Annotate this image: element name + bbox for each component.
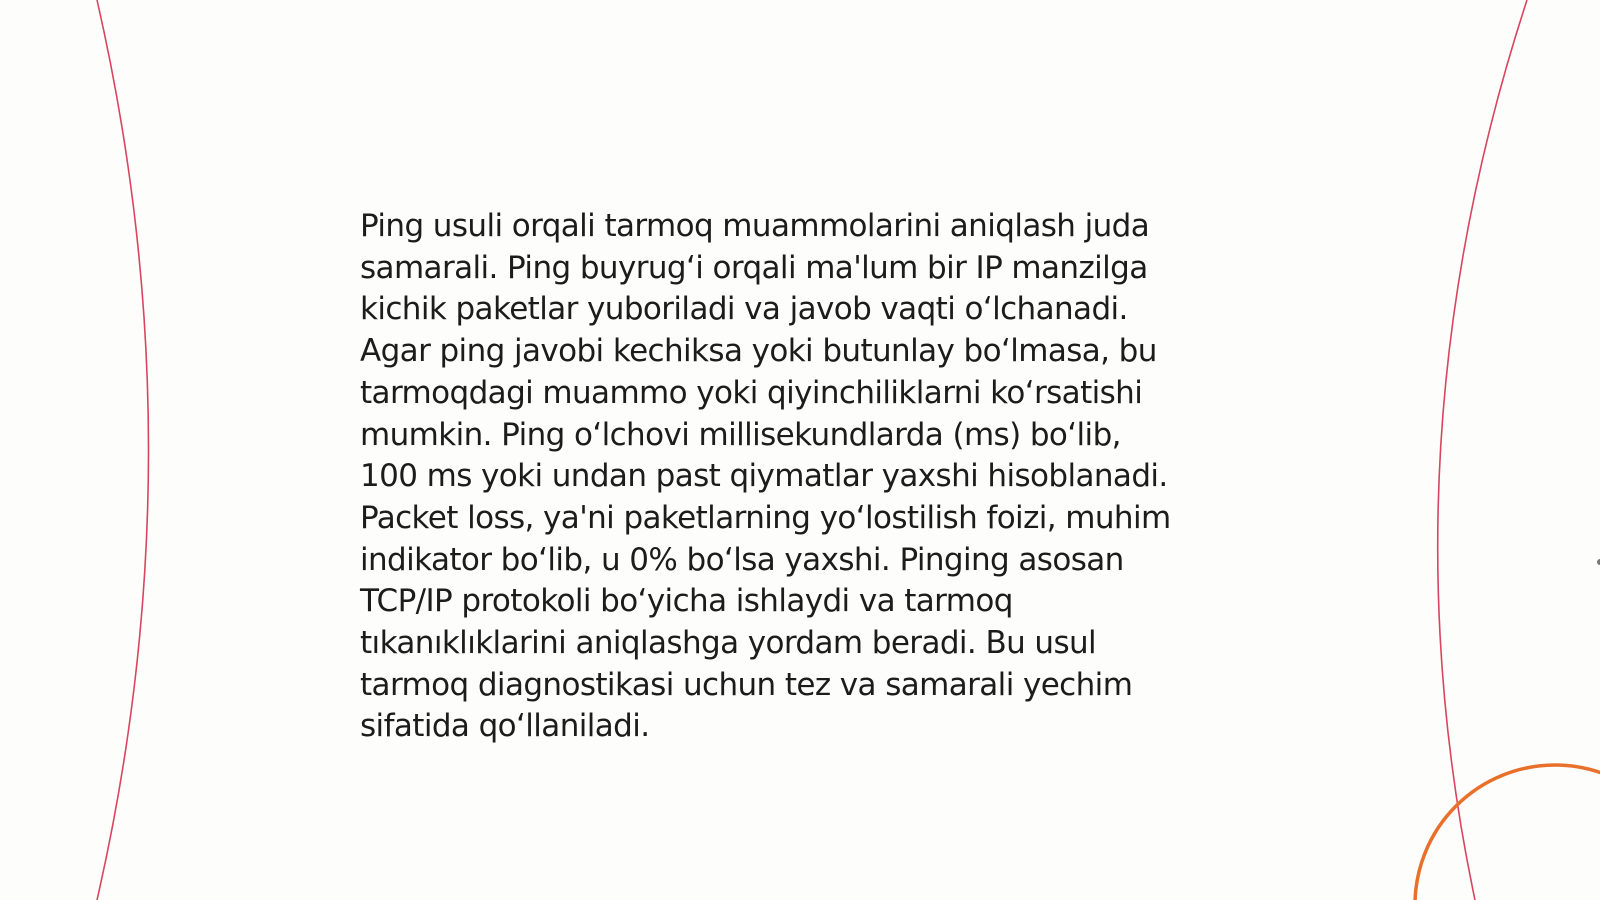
right-curve-line — [1438, 0, 1527, 900]
paragraph-line: tarmoq diagnostikasi uchun tez va samarali yechim — [360, 666, 1133, 703]
body-paragraph — [360, 206, 1260, 748]
paragraph-line: kichik paketlar yuboriladi va javob vaqti o‘lchanadi. — [360, 291, 1128, 328]
paragraph-line: sifatida qo‘llaniladi. — [360, 708, 650, 745]
paragraph-line: tarmoqdagi muammo yoki qiyinchiliklarni ko‘rsatishi — [360, 374, 1143, 411]
paragraph-line: mumkin. Ping o‘lchovi millisekundlarda (ms) bo‘lib, — [360, 416, 1121, 453]
paragraph-line: TCP/IP protokoli bo‘yicha ishlaydi va tarmoq — [360, 583, 1013, 620]
corner-accent-circle — [1415, 765, 1600, 900]
paragraph-line: 100 ms yoki undan past qiymatlar yaxshi hisoblanadi. — [360, 458, 1168, 495]
paragraph-line: samarali. Ping buyrug‘i orqali ma'lum bir IP manzilga — [360, 249, 1148, 286]
left-curve-line — [97, 0, 149, 900]
paragraph-line: Agar ping javobi kechiksa yoki butunlay bo‘lmasa, bu — [360, 333, 1157, 370]
paragraph-line: indikator bo‘lib, u 0% bo‘lsa yaxshi. Pinging asosan — [360, 541, 1124, 578]
paragraph-line: Packet loss, ya'ni paketlarning yo‘lostilish foizi, muhim — [360, 499, 1171, 536]
paragraph-line: tıkanıklıklarini aniqlashga yordam beradi. Bu usul — [360, 625, 1097, 662]
paragraph-line: Ping usuli orqali tarmoq muammolarini aniqlash juda — [360, 208, 1150, 244]
